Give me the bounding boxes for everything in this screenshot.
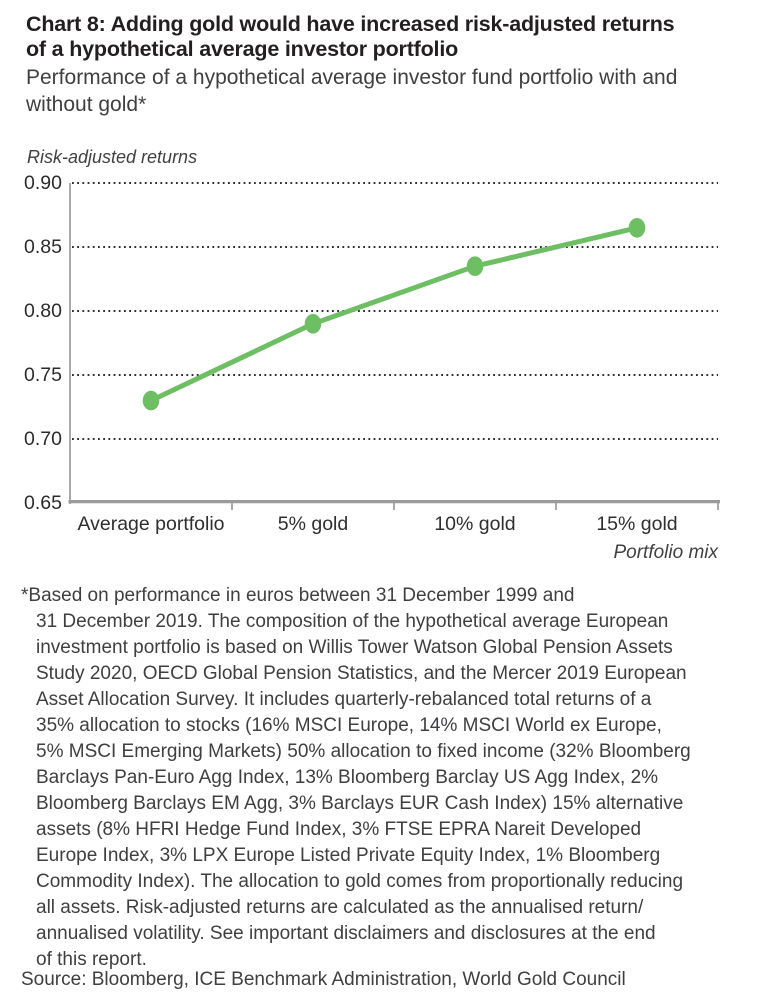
footnote-line: Commodity Index). The allocation to gold comes from proportionally reducing (36, 871, 684, 892)
y-axis-title: Risk-adjusted returns (27, 147, 198, 167)
footnote-line: *Based on performance in euros between 31 December 1999 and (21, 585, 575, 606)
x-axis-title: Portfolio mix (613, 542, 718, 563)
x-tick-label: 5% gold (277, 513, 349, 535)
footnote-line: all assets. Risk-adjusted returns are calculated as the annualised return/ (36, 897, 644, 918)
footnote-line: assets (8% HFRI Hedge Fund Index, 3% FTSE EPRA Nareit Developed (36, 819, 642, 840)
x-tick-label: Average portfolio (77, 513, 225, 535)
footnote-line: Barclays Pan-Euro Agg Index, 13% Bloomberg Barclay US Agg Index, 2% (36, 767, 659, 788)
source-line: Source: Bloomberg, ICE Benchmark Administration, World Gold Council (21, 969, 626, 990)
chart-subtitle: Performance of a hypothetical average investor fund portfolio with and without gold* (26, 66, 678, 116)
data-line (151, 228, 637, 401)
y-tick-label: 0.85 (24, 236, 62, 258)
footnote-line: Asset Allocation Survey. It includes quarterly-rebalanced total returns of a (36, 689, 652, 710)
footnote-line: annualised volatility. See important disclaimers and disclosures at the end (36, 923, 656, 944)
footnote-line: 31 December 2019. The composition of the hypothetical average European (36, 611, 669, 632)
footnote-line: Study 2020, OECD Global Pension Statistics, and the Mercer 2019 European (36, 663, 687, 684)
data-point-3 (467, 256, 484, 276)
x-tick-label: 10% gold (434, 513, 516, 535)
footnote-line: investment portfolio is based on Willis Tower Watson Global Pension Assets (36, 637, 673, 658)
footnote-line: Bloomberg Barclays EM Agg, 3% Barclays EUR Cash Index) 15% alternative (36, 793, 684, 814)
x-tick-label: 15% gold (596, 513, 678, 535)
data-point-4 (629, 218, 646, 238)
footnote-line: 35% allocation to stocks (16% MSCI Europe, 14% MSCI World ex Europe, (36, 715, 662, 736)
y-tick-label: 0.70 (24, 428, 62, 450)
y-tick-label: 0.80 (24, 300, 62, 322)
footnote-line: Europe Index, 3% LPX Europe Listed Private Equity Index, 1% Bloomberg (36, 845, 661, 866)
chart-title: Chart 8: Adding gold would have increased risk-adjusted returns of a hypothetical average investor portfolio (26, 12, 675, 61)
y-tick-label: 0.65 (24, 492, 62, 514)
data-point-2 (305, 314, 322, 334)
footnote-line: of this report. (36, 949, 147, 970)
y-tick-label: 0.75 (24, 364, 62, 386)
y-tick-label: 0.90 (24, 172, 62, 194)
footnote (21, 583, 760, 973)
data-point-1 (143, 391, 160, 411)
footnote-line: 5% MSCI Emerging Markets) 50% allocation to fixed income (32% Bloomberg (36, 741, 691, 762)
